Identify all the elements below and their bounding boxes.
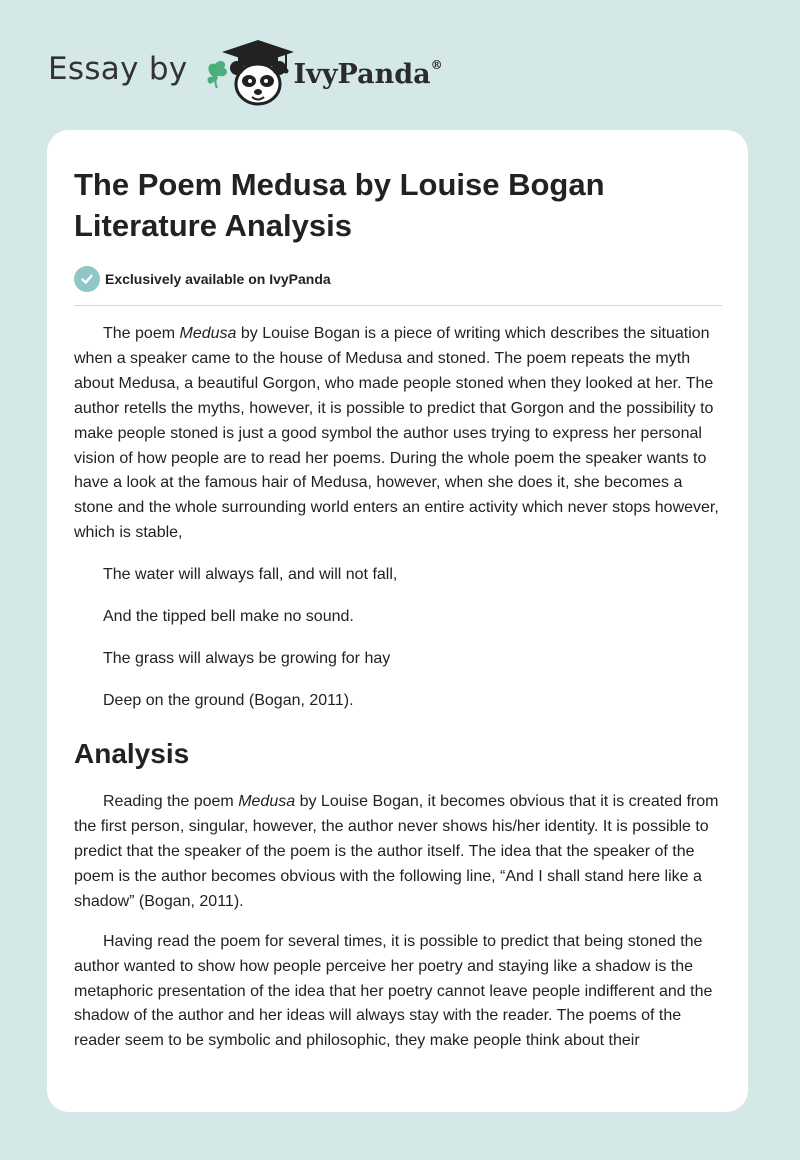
brand-name: IvyPanda® [293, 57, 443, 90]
page-title [74, 164, 722, 246]
paragraph-analysis-2: Having read the poem for several times, it is possible to predict that being stoned the author wanted to show how people perceive her poetry and staying like a shadow is the metaphoric presentation of the idea that her poetry cannot leave people indifferent and the shadow of the author and her ideas will always stay with the reader. The poems of the reader seem to be symbolic and philosophic, they make people think about their [74, 932, 713, 1050]
check-icon [74, 266, 100, 292]
poem-title-italic: Medusa [179, 325, 237, 342]
panda-graduate-logo-icon [204, 36, 296, 108]
brand-header [48, 36, 443, 108]
section-heading-analysis: Analysis [74, 738, 190, 770]
poem-title-italic: Medusa [238, 793, 296, 811]
poem-verse-line: The grass will always be growing for hay [103, 650, 391, 668]
exclusive-badge-text: Exclusively available on IvyPanda [105, 271, 331, 287]
poem-verse-line: The water will always fall, and will not fall, [103, 566, 398, 584]
brand-prefix: Essay by [48, 51, 188, 87]
title-line-1: The Poem Medusa by Louise Bogan [74, 167, 605, 202]
registered-mark: ® [430, 57, 443, 72]
poem-verse-line: Deep on the ground (Bogan, 2011). [103, 692, 354, 710]
exclusive-badge [74, 266, 722, 292]
title-line-2: Literature Analysis [74, 208, 352, 243]
paragraph-analysis-1: Reading the poem Medusa by Louise Bogan, it becomes obvious that it is created from the first person, singular, however, the author never shows his/her identity. It is possible to predict that the speaker of the poem is the author itself. The idea that the speaker of the poem is the author becomes obvious with the following line, “And I shall stand here like a shadow” (Bogan, 2011). [74, 793, 719, 910]
poem-verse-line: And the tipped bell make no sound. [103, 608, 354, 626]
essay-card [47, 130, 748, 1112]
divider [74, 305, 722, 306]
paragraph-intro: The poem Medusa by Louise Bogan is a piece of writing which describes the situation when a speaker came to the house of Medusa and stoned. The poem repeats the myth about Medusa, a beautiful Gorgon, who made people stoned when they looked at her. The author retells the myths, however, it is possible to predict that Gorgon and the possibility to make people stoned is just a good symbol the author uses trying to express her personal vision of how people are to read her poems. During the whole poem the speaker wants to have a look at the famous hair of Medusa, however, when she does it, she becomes a stone and the whole surrounding world enters an entire activity which never stops however, which is stable, [74, 325, 719, 542]
